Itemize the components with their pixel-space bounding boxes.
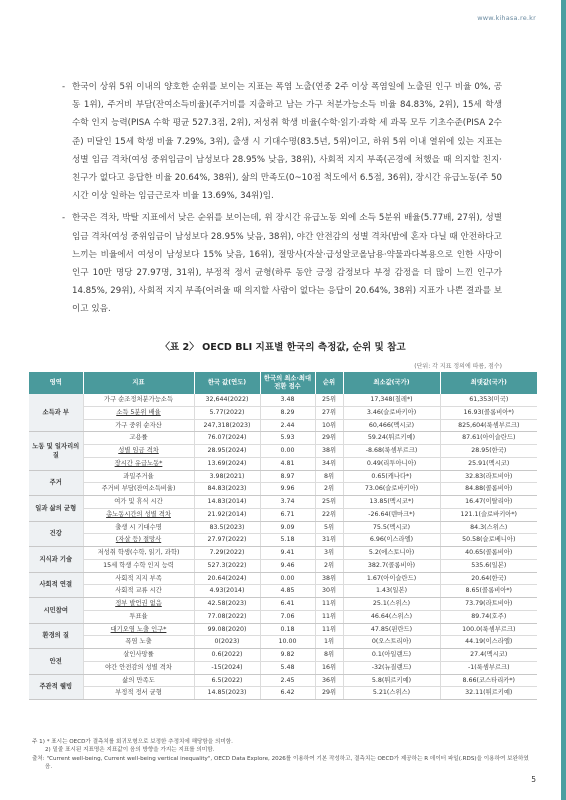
- indicator-text: 소득 5분위 배율: [116, 408, 161, 416]
- max-cell: 825,604(룩셈부르크): [440, 419, 537, 432]
- dash-marker: -: [62, 82, 66, 92]
- indicator-text: 성별 임금 격차: [118, 447, 159, 454]
- score-cell: 4.81: [260, 457, 315, 470]
- unit-note: (단위: 각 지표 정의에 따름, 점수): [414, 363, 502, 370]
- score-cell: 6.42: [260, 687, 315, 700]
- rank-cell: 30위: [315, 585, 343, 598]
- min-cell: 25.1(스위스): [343, 598, 440, 611]
- table-row: [29, 572, 537, 585]
- min-cell: 60,466(멕시코): [343, 419, 440, 432]
- table-row: [29, 661, 537, 674]
- table-body: [29, 394, 537, 700]
- score-cell: 5.93: [260, 432, 315, 445]
- indicator-cell: 삶의 만족도: [83, 674, 194, 687]
- max-cell: 100.0(룩셈부르크): [440, 623, 537, 636]
- domain-cell: 주관적 웰빙: [29, 674, 83, 700]
- max-cell: 8.65(콜롬비아*): [440, 585, 537, 598]
- min-cell: 0.49(리투아니아): [343, 457, 440, 470]
- max-cell: 61,353(미국): [440, 394, 537, 406]
- min-cell: 73.06(슬로바키아): [343, 483, 440, 496]
- score-cell: 2.44: [260, 419, 315, 432]
- domain-cell: 사회적 연결: [29, 572, 83, 598]
- score-cell: 0.00: [260, 572, 315, 585]
- bullet-list: [62, 78, 502, 323]
- min-cell: 0(오스트리아): [343, 636, 440, 649]
- indicator-cell: 사회적 지지 부족: [83, 572, 194, 585]
- value-cell: -15(2024): [194, 661, 260, 674]
- source-note: 출처: "Current well-being, Current well-being vertical inequality", OECD Data Explore, 2026를 이용하여 기본 작성하고, 결측치는 OECD가 제공하는 R 데이터 파일(.RDS)을 이용하여 보완하였음.: [32, 755, 529, 771]
- rank-cell: 2위: [315, 559, 343, 572]
- rank-cell: 2위: [315, 483, 343, 496]
- site-url[interactable]: www.kihasa.re.kr: [477, 14, 536, 22]
- indicator-cell: 고용률: [83, 432, 194, 445]
- domain-cell: 건강: [29, 521, 83, 547]
- header-cell: 영역: [29, 372, 83, 394]
- min-cell: -26.64(덴마크*): [343, 508, 440, 521]
- max-cell: 89.74(호주): [440, 610, 537, 623]
- max-cell: 32.83(라트비아): [440, 470, 537, 483]
- value-cell: 247,318(2023): [194, 419, 260, 432]
- rank-cell: 22위: [315, 508, 343, 521]
- domain-cell: 안전: [29, 649, 83, 675]
- max-cell: 73.79(라트비아): [440, 598, 537, 611]
- table-row: [29, 687, 537, 700]
- indicator-cell: 부정적 정서 균형: [83, 687, 194, 700]
- table-title: 〈표 2〉 OECD BLI 지표별 한국의 측정값, 순위 및 참고: [160, 342, 406, 353]
- table-row: [29, 445, 537, 458]
- rank-cell: 31위: [315, 534, 343, 547]
- rank-cell: 34위: [315, 457, 343, 470]
- table-row: [29, 419, 537, 432]
- max-cell: 20.64(한국): [440, 572, 537, 585]
- score-cell: 3.74: [260, 496, 315, 509]
- score-cell: 2.45: [260, 674, 315, 687]
- value-cell: 0.6(2022): [194, 649, 260, 662]
- rank-cell: 11위: [315, 610, 343, 623]
- value-cell: 84.83(2023): [194, 483, 260, 496]
- rank-cell: 11위: [315, 598, 343, 611]
- rank-cell: 29위: [315, 687, 343, 700]
- score-cell: 5.48: [260, 661, 315, 674]
- min-cell: 46.64(스위스): [343, 610, 440, 623]
- domain-cell: 환경의 질: [29, 623, 83, 649]
- min-cell: 1.43(일본): [343, 585, 440, 598]
- max-cell: 535.6(일본): [440, 559, 537, 572]
- table-row: [29, 636, 537, 649]
- score-cell: 8.29: [260, 406, 315, 419]
- indicator-cell: 출생 시 기대수명: [83, 521, 194, 534]
- rank-cell: 38위: [315, 445, 343, 458]
- value-cell: 6.5(2022): [194, 674, 260, 687]
- bullet-item: [62, 78, 502, 205]
- table-row: [29, 547, 537, 560]
- min-cell: -32(뉴질랜드): [343, 661, 440, 674]
- table-row: [29, 559, 537, 572]
- score-cell: 6.41: [260, 598, 315, 611]
- value-cell: 28.95(2024): [194, 445, 260, 458]
- value-cell: 77.08(2022): [194, 610, 260, 623]
- bli-table: [29, 372, 537, 700]
- max-cell: 84.88(콜롬비아): [440, 483, 537, 496]
- rank-cell: 29위: [315, 432, 343, 445]
- min-cell: 0.1(아일랜드): [343, 649, 440, 662]
- rank-cell: 25위: [315, 394, 343, 406]
- indicator-cell: 사회적 교류 시간: [83, 585, 194, 598]
- table-header-row: [29, 372, 537, 394]
- table-notes: [32, 738, 532, 772]
- min-cell: 0.65(캐나다*): [343, 470, 440, 483]
- rank-cell: 11위: [315, 623, 343, 636]
- indicator-cell: 가구 순조정처분가능소득: [83, 394, 194, 406]
- indicator-cell: 저성취 학생(수학, 읽기, 과학): [83, 547, 194, 560]
- rank-cell: 10위: [315, 419, 343, 432]
- table-row: [29, 508, 537, 521]
- score-cell: 0.00: [260, 445, 315, 458]
- score-cell: 4.85: [260, 585, 315, 598]
- table-row: [29, 457, 537, 470]
- score-cell: 9.09: [260, 521, 315, 534]
- max-cell: 32.11(튀르키예): [440, 687, 537, 700]
- rank-cell: 8위: [315, 649, 343, 662]
- min-cell: 382.7(콜롬비아): [343, 559, 440, 572]
- dash-marker: -: [62, 213, 66, 224]
- max-cell: 16.93(콜롬비아*): [440, 406, 537, 419]
- indicator-text: 장시간 유급노동*: [114, 459, 163, 467]
- rank-cell: 5위: [315, 521, 343, 534]
- rank-cell: 38위: [315, 572, 343, 585]
- value-cell: 83.5(2023): [194, 521, 260, 534]
- max-cell: 27.4(멕시코): [440, 649, 537, 662]
- min-cell: 13.85(멕시코*): [343, 496, 440, 509]
- table-row: [29, 649, 537, 662]
- indicator-text: 정부 발언권 없음: [115, 600, 162, 607]
- max-cell: 28.95(한국): [440, 445, 537, 458]
- header-cell: 순위: [315, 372, 343, 394]
- min-cell: 5.21(스위스): [343, 687, 440, 700]
- indicator-cell: [83, 508, 194, 521]
- indicator-cell: [83, 598, 194, 611]
- indicator-cell: 살인사망률: [83, 649, 194, 662]
- score-cell: 9.46: [260, 559, 315, 572]
- header-cell: 최댓값(국가): [440, 372, 537, 394]
- indicator-cell: 과밀주거율: [83, 470, 194, 483]
- table-row: [29, 394, 537, 406]
- table-row: [29, 521, 537, 534]
- score-cell: 5.18: [260, 534, 315, 547]
- rank-cell: 1위: [315, 636, 343, 649]
- max-cell: 87.61(아이슬란드): [440, 432, 537, 445]
- indicator-text: (자살 등) 절망사: [115, 536, 162, 544]
- rank-cell: 16위: [315, 661, 343, 674]
- min-cell: 17,348(칠레*): [343, 394, 440, 406]
- indicator-cell: [83, 406, 194, 419]
- side-accent-bar: [561, 0, 566, 800]
- bullet-text: 한국이 상위 5위 이내의 양호한 순위를 보이는 지표는 폭염 노출(연중 2주 이상 폭염일에 노출된 인구 비율 0%, 공동 1위), 주거비 부담(잔여소득비율)(주거비를 지출하고 남는 가구 처분가능소득 비율 84.83%, 2위), 15세 학생 수학 인지 능력(PISA 수학 평균 527.3점, 2위), 저성취 학생 비율(수학·읽기·과학 세 과목 모두 기초수준(PISA 2수준) 미달인 15세 학생 비율 7.29%, 3위), 출생 시 기대수명(83.5년, 5위)이고, 하위 5위 이내 열위에 있는 지표는 성별 임금 격차(여성 중위임금이 남성보다 28.95% 낮음, 38위), 사회적 지지 부족(곤경에 처했을 때 의지할 친지·친구가 없다고 응답한 비율 20.64%, 38위), 삶의 만족도(0~10점 척도에서 6.5점, 36위), 장시간 유급노동(주 50시간 이상 일하는 임금근로자 비율 13.69%, 34위)임.: [72, 82, 502, 202]
- max-cell: 44.19(이스라엘): [440, 636, 537, 649]
- domain-cell: 주거: [29, 470, 83, 496]
- table-row: [29, 598, 537, 611]
- table-row: [29, 674, 537, 687]
- domain-cell: 지식과 기술: [29, 547, 83, 573]
- score-cell: 6.71: [260, 508, 315, 521]
- max-cell: 40.65(콜롬비아): [440, 547, 537, 560]
- score-cell: 10.00: [260, 636, 315, 649]
- max-cell: -1(룩셈부르크): [440, 661, 537, 674]
- min-cell: -8.68(룩셈부르크): [343, 445, 440, 458]
- score-cell: 0.18: [260, 623, 315, 636]
- value-cell: 7.29(2022): [194, 547, 260, 560]
- score-cell: 3.48: [260, 394, 315, 406]
- value-cell: 99.08(2020): [194, 623, 260, 636]
- max-cell: 8.66(코스타리카*): [440, 674, 537, 687]
- note-2: 2) 밑줄 표시된 지표명은 지표값이 음의 방향을 가지는 지표를 의미함.: [45, 747, 215, 754]
- max-cell: 25.91(멕시코): [440, 457, 537, 470]
- min-cell: 47.85(핀란드): [343, 623, 440, 636]
- score-cell: 9.41: [260, 547, 315, 560]
- indicator-text: 총노동시간의 성별 격차: [106, 510, 171, 518]
- value-cell: 0(2023): [194, 636, 260, 649]
- value-cell: 4.93(2014): [194, 585, 260, 598]
- value-cell: 32,644(2022): [194, 394, 260, 406]
- score-cell: 9.96: [260, 483, 315, 496]
- table-row: [29, 432, 537, 445]
- indicator-cell: 주거비 부담(잔여소득비율): [83, 483, 194, 496]
- score-cell: 8.97: [260, 470, 315, 483]
- domain-cell: 일과 삶의 균형: [29, 496, 83, 522]
- min-cell: 6.96(이스라엘): [343, 534, 440, 547]
- rank-cell: 27위: [315, 406, 343, 419]
- value-cell: 3.98(2021): [194, 470, 260, 483]
- value-cell: 42.58(2023): [194, 598, 260, 611]
- rank-cell: 3위: [315, 547, 343, 560]
- note-1: 주 1) * 표시는 OECD가 결측치를 회귀모형으로 보정한 추정치에 해당함을 의미함.: [32, 739, 233, 745]
- indicator-cell: [83, 457, 194, 470]
- table-row: [29, 496, 537, 509]
- min-cell: 1.67(아이슬란드): [343, 572, 440, 585]
- min-cell: 75.5(멕시코): [343, 521, 440, 534]
- value-cell: 5.77(2022): [194, 406, 260, 419]
- table-row: [29, 483, 537, 496]
- min-cell: 59.24(튀르키예): [343, 432, 440, 445]
- value-cell: 76.07(2024): [194, 432, 260, 445]
- value-cell: 527.3(2022): [194, 559, 260, 572]
- table-row: [29, 470, 537, 483]
- header-cell: 한국의 최소·최대 전환 점수: [260, 372, 315, 394]
- bullet-text: 한국은 격차, 박탈 지표에서 낮은 순위를 보이는데, 위 장시간 유급노동 외에 소득 5분위 배율(5.77배, 27위), 성별 임금 격차(여성 중위임금이 남성보다 28.95% 낮음, 38위), 야간 안전감의 성별 격차(밤에 혼자 다닐 때 안전하다고 느끼는 비율에서 여성이 남성보다 15% 낮음, 16위), 절망사(자살·급성알코올남용·약물과다복용으로 인한 사망이 인구 10만 명당 27.97명, 31위), 부정적 정서 균형(하루 동안 긍정 감정보다 부정 감정을 더 많이 느낀 인구가 14.85%, 29위), 사회적 지지 부족(어려울 때 의지할 사람이 없다는 응답이 20.64%, 38위) 지표가 나쁜 결과를 보이고 있음.: [72, 213, 502, 315]
- indicator-cell: [83, 623, 194, 636]
- value-cell: 20.64(2024): [194, 572, 260, 585]
- table-row: [29, 534, 537, 547]
- table-row: [29, 585, 537, 598]
- indicator-cell: [83, 445, 194, 458]
- indicator-cell: [83, 534, 194, 547]
- domain-cell: 소득과 부: [29, 394, 83, 432]
- header-cell: 최소값(국가): [343, 372, 440, 394]
- min-cell: 5.2(에스토니아): [343, 547, 440, 560]
- indicator-cell: 15세 학생 수학 인지 능력: [83, 559, 194, 572]
- score-cell: 9.82: [260, 649, 315, 662]
- table-row: [29, 406, 537, 419]
- table-row: [29, 623, 537, 636]
- value-cell: 21.92(2014): [194, 508, 260, 521]
- score-cell: 7.06: [260, 610, 315, 623]
- min-cell: 3.46(슬로바키아): [343, 406, 440, 419]
- value-cell: 14.83(2014): [194, 496, 260, 509]
- indicator-cell: 여가 및 휴식 시간: [83, 496, 194, 509]
- indicator-text: 대기오염 노출 인구*: [110, 625, 167, 633]
- indicator-cell: 투표율: [83, 610, 194, 623]
- table-row: [29, 610, 537, 623]
- max-cell: 121.1(슬로바키아*): [440, 508, 537, 521]
- rank-cell: 36위: [315, 674, 343, 687]
- min-cell: 5.8(튀르키예): [343, 674, 440, 687]
- domain-cell: 시민참여: [29, 598, 83, 624]
- header-cell: 한국 값(연도): [194, 372, 260, 394]
- indicator-cell: 폭염 노출: [83, 636, 194, 649]
- bullet-item: [62, 209, 502, 318]
- domain-cell: 노동 및 일자리의 질: [29, 432, 83, 470]
- header-cell: 지표: [83, 372, 194, 394]
- indicator-cell: 가구 중위 순자산: [83, 419, 194, 432]
- indicator-cell: 야간 안전감의 성별 격차: [83, 661, 194, 674]
- rank-cell: 25위: [315, 496, 343, 509]
- value-cell: 27.97(2022): [194, 534, 260, 547]
- max-cell: 50.58(슬로베니아): [440, 534, 537, 547]
- page-number: 5: [531, 775, 536, 784]
- value-cell: 14.85(2023): [194, 687, 260, 700]
- max-cell: 16.47(이탈리아): [440, 496, 537, 509]
- max-cell: 84.3(스위스): [440, 521, 537, 534]
- value-cell: 13.69(2024): [194, 457, 260, 470]
- rank-cell: 8위: [315, 470, 343, 483]
